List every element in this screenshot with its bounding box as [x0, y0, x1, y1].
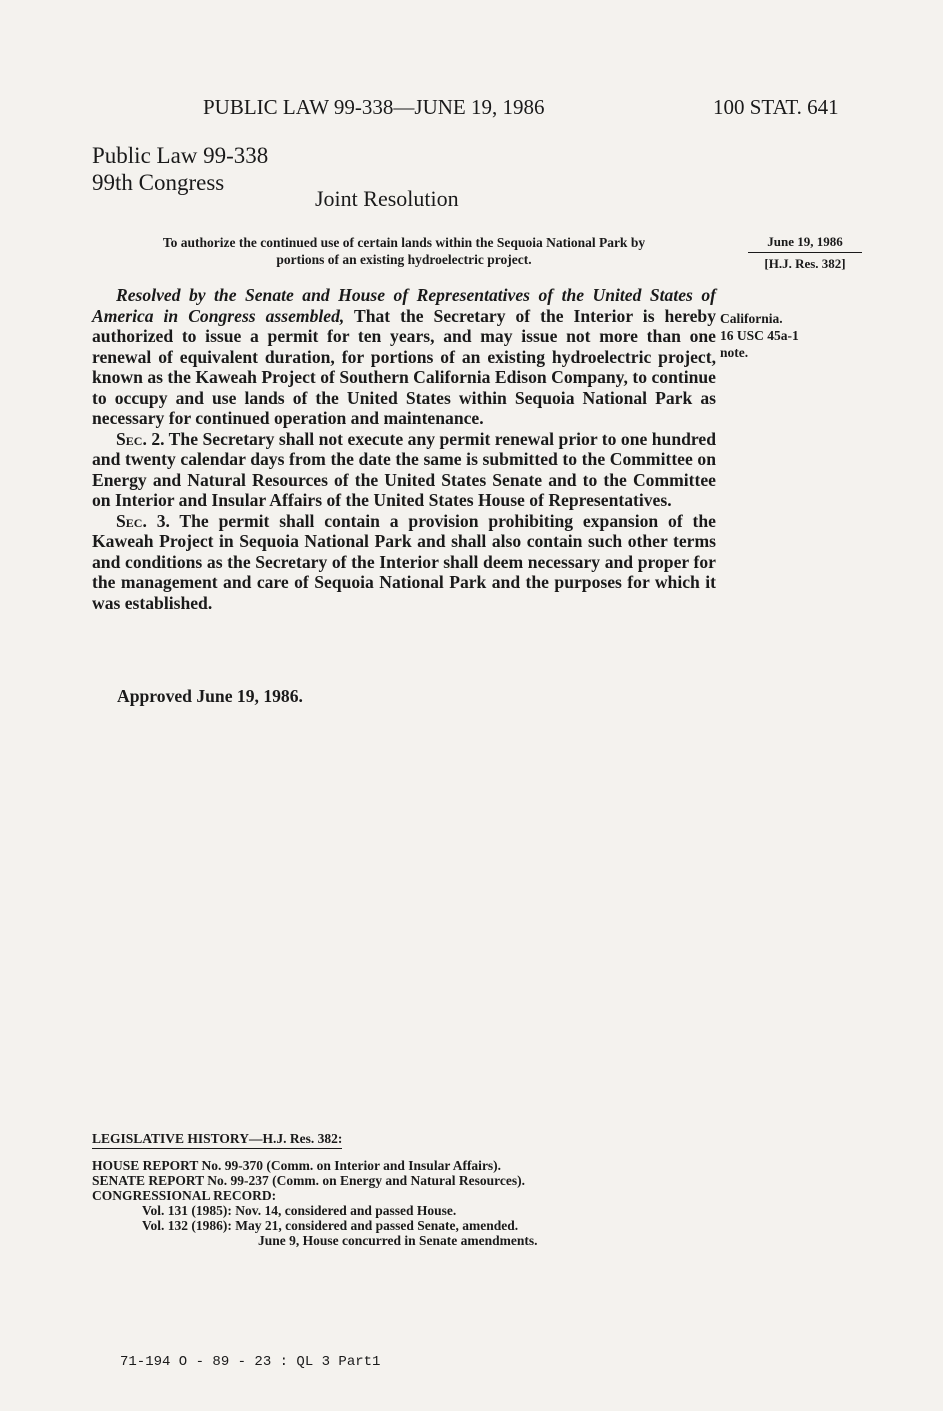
printer-footer: 71-194 O - 89 - 23 : QL 3 Part1 — [120, 1354, 381, 1370]
purpose-line: portions of an existing hydroelectric project. — [276, 252, 532, 267]
record-vol-131: Vol. 131 (1985): Nov. 14, considered and passed House. — [142, 1203, 457, 1218]
purpose-statement — [92, 234, 716, 268]
location-sidenote — [720, 310, 799, 361]
record-vol-132: Vol. 132 (1986): May 21, considered and passed Senate, amended. — [142, 1218, 519, 1233]
section-label: Sec. 3. — [116, 510, 170, 531]
sidenote-citation: 16 USC 45a-1 — [720, 328, 799, 343]
legislative-history — [92, 1158, 538, 1248]
purpose-line: To authorize the continued use of certain lands within the Sequoia National Park by — [162, 235, 646, 250]
enactment-date: June 19, 1986 — [748, 234, 862, 253]
record-june-9: June 9, House concurred in Senate amendments. — [258, 1233, 538, 1248]
section-label: Sec. 2. — [116, 428, 165, 449]
section-text: The Secretary shall not execute any permit renewal prior to one hundred and twenty calendar days from the date the same is submitted to the Committee on Energy and Natural Resources of the United States Senate and to the Committee on Interior and Insular Affairs of the United States House of Representatives. — [92, 428, 716, 510]
approval-line: Approved June 19, 1986. — [117, 686, 303, 706]
public-law-number: Public Law 99-338 — [92, 143, 269, 168]
resolution-number: [H.J. Res. 382] — [764, 256, 846, 271]
law-title-block — [92, 142, 268, 196]
resolving-clause-text: That the Secretary of the Interior is hereby authorized to issue a permit for ten years, and may issue not more than one renewal of equivalent duration, for portions of an existing hydroelectric project, known as the Kaweah Project of Southern California Edison Company, to continue to occupy and use lands of the United States within Sequoia National Park as necessary for continued operation and maintenance. — [92, 305, 716, 428]
congressional-record: CONGRESSIONAL RECORD: — [92, 1188, 277, 1203]
congress-number: 99th Congress — [92, 170, 225, 195]
date-sidenote — [748, 234, 862, 272]
house-report: HOUSE REPORT No. 99-370 (Comm. on Interior and Insular Affairs). — [92, 1158, 502, 1173]
document-type-heading: Joint Resolution — [315, 186, 459, 211]
statute-page-number: 100 STAT. 641 — [713, 95, 839, 119]
resolution-body — [92, 285, 716, 613]
legislative-history-heading: LEGISLATIVE HISTORY—H.J. Res. 382: — [92, 1131, 342, 1149]
resolving-clause-italic: Resolved by the Senate and House of Representatives of the United States of America in Congress assembled, — [92, 285, 716, 326]
sidenote-state: California. — [720, 311, 783, 326]
resolving-clause — [92, 285, 716, 429]
senate-report: SENATE REPORT No. 99-237 (Comm. on Energy and Natural Resources). — [92, 1173, 526, 1188]
section-3 — [92, 511, 716, 614]
section-text: The permit shall contain a provision prohibiting expansion of the Kaweah Project in Sequoia National Park and shall also contain such other terms and conditions as the Secretary of the Interior shall deem necessary and proper for the management and care of Sequoia National Park and the purposes for which it was established. — [92, 510, 716, 613]
section-2 — [92, 429, 716, 511]
sidenote-note: note. — [720, 345, 749, 360]
running-header: PUBLIC LAW 99-338—JUNE 19, 1986 — [203, 95, 545, 119]
